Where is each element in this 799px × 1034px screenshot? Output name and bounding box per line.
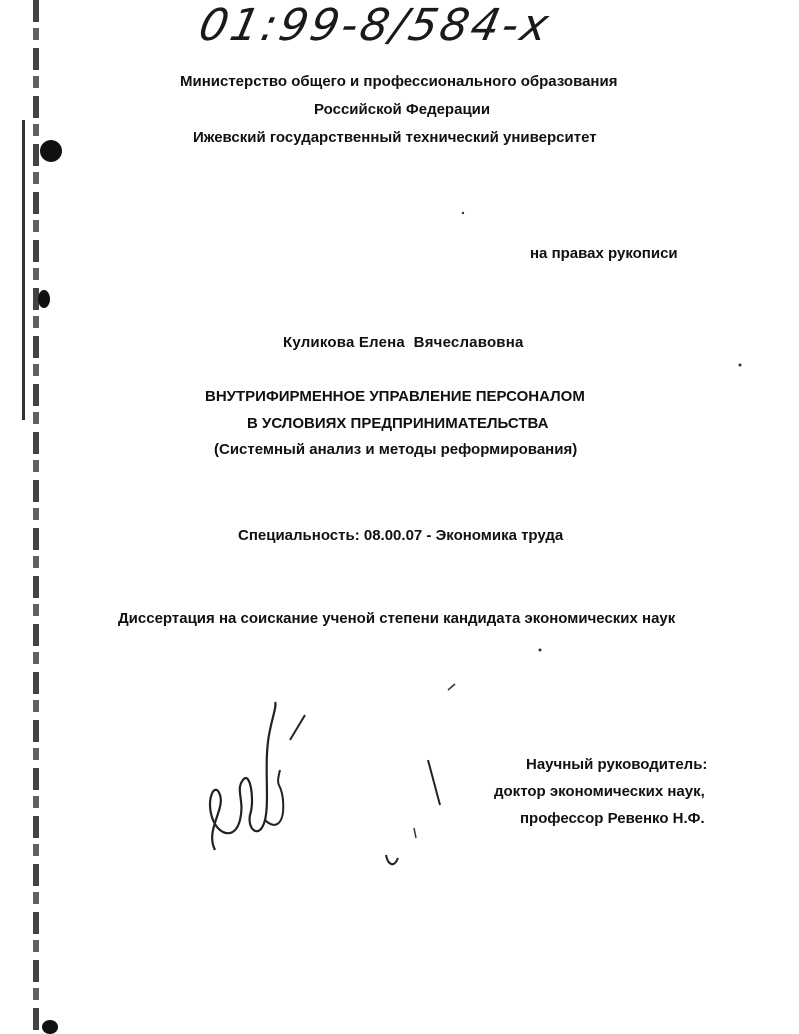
- advisor-name: профессор Ревенко Н.Ф.: [520, 810, 705, 827]
- scan-edge-artifact-inner: [22, 120, 25, 420]
- scan-edge-artifact: [33, 0, 39, 1034]
- title-subtitle: (Системный анализ и методы реформирования): [214, 441, 578, 458]
- advisor-label: Научный руководитель:: [526, 756, 708, 773]
- archive-code-handwritten: 01:99-8/584-x: [194, 0, 556, 51]
- title-line-1: ВНУТРИФИРМЕННОЕ УПРАВЛЕНИЕ ПЕРСОНАЛОМ: [205, 388, 585, 405]
- federation-line: Российской Федерации: [314, 101, 491, 118]
- manuscript-note: на правах рукописи: [530, 245, 678, 262]
- dissertation-line: Диссертация на соискание ученой степени кандидата экономических наук: [118, 610, 676, 627]
- handwritten-signature: [195, 700, 325, 870]
- specialty-line: Специальность: 08.00.07 - Экономика труда: [238, 527, 564, 544]
- university-line: Ижевский государственный технический университет: [193, 129, 597, 146]
- author-name: Куликова Елена Вячеславовна: [283, 334, 524, 351]
- ink-blot: [42, 1020, 58, 1034]
- ink-blot: [38, 290, 50, 308]
- ministry-line: Министерство общего и профессионального образования: [180, 73, 618, 90]
- advisor-degree: доктор экономических наук,: [494, 783, 705, 800]
- title-line-2: В УСЛОВИЯХ ПРЕДПРИНИМАТЕЛЬСТВА: [247, 415, 549, 432]
- ink-blot: [40, 140, 62, 162]
